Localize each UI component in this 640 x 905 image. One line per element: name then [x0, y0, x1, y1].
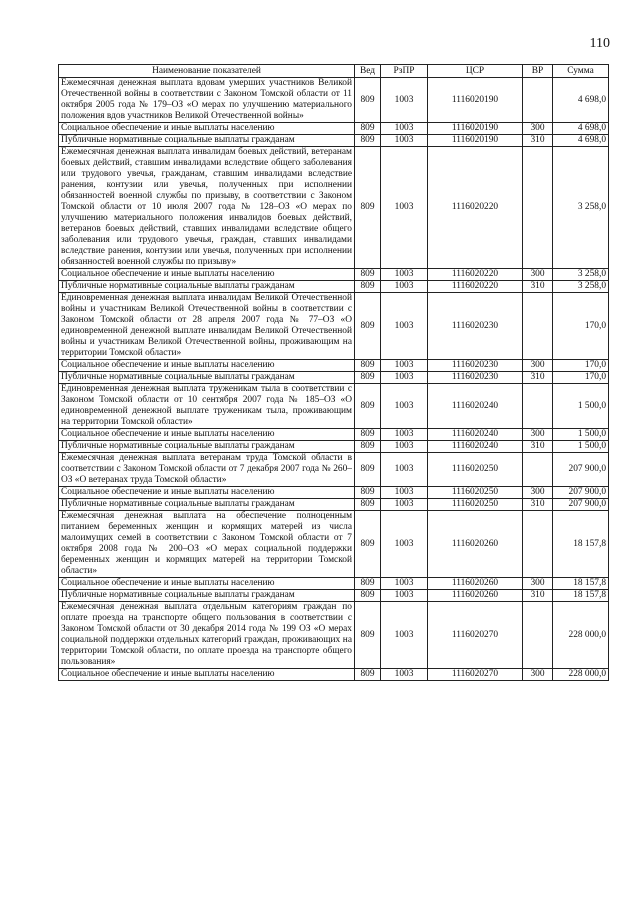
cell-ved: 809: [355, 78, 381, 123]
page-number: 110: [589, 36, 610, 51]
cell-rzpr: 1003: [381, 487, 428, 499]
cell-name: Ежемесячная денежная выплата отдельным категориям граждан по оплате проезда на транспорте общего пользования в соответствии с Законом Томской области от 30 декабря 2014 года № 199 ОЗ «О мерах социальной поддержки отдельных категорий граждан, проживающих на территории Томской области, по оплате проезда на транспорте общего пользования»: [59, 602, 355, 669]
cell-sum: 18 157,8: [553, 590, 609, 602]
cell-sum: 228 000,0: [553, 602, 609, 669]
cell-vr: [523, 147, 553, 269]
cell-ved: 809: [355, 281, 381, 293]
cell-rzpr: 1003: [381, 269, 428, 281]
cell-csr: 1116020260: [428, 590, 523, 602]
cell-csr: 1116020220: [428, 147, 523, 269]
cell-ved: 809: [355, 453, 381, 487]
cell-ved: 809: [355, 293, 381, 360]
cell-rzpr: 1003: [381, 135, 428, 147]
cell-vr: 300: [523, 487, 553, 499]
header-csr: ЦСР: [428, 65, 523, 78]
table-row: [59, 147, 609, 269]
cell-vr: 300: [523, 360, 553, 372]
cell-name: Социальное обеспечение и иные выплаты населению: [59, 360, 355, 372]
cell-ved: 809: [355, 135, 381, 147]
cell-sum: 170,0: [553, 360, 609, 372]
cell-name: Ежемесячная денежная выплата вдовам умерших участников Великой Отечественной войны в соответствии с Законом Томской области от 11 октября 2005 года № 179–ОЗ «О мерах по улучшению материального положения вдов участников Великой Отечественной войны»: [59, 78, 355, 123]
cell-sum: 1 500,0: [553, 384, 609, 429]
table-row: [59, 281, 609, 293]
cell-sum: 1 500,0: [553, 429, 609, 441]
table-header: [59, 65, 609, 78]
cell-vr: 310: [523, 372, 553, 384]
cell-rzpr: 1003: [381, 590, 428, 602]
cell-vr: 300: [523, 578, 553, 590]
cell-csr: 1116020190: [428, 78, 523, 123]
budget-table: [58, 64, 609, 681]
cell-rzpr: 1003: [381, 429, 428, 441]
cell-rzpr: 1003: [381, 602, 428, 669]
cell-name: Социальное обеспечение и иные выплаты населению: [59, 487, 355, 499]
cell-csr: 1116020190: [428, 135, 523, 147]
cell-rzpr: 1003: [381, 669, 428, 681]
cell-name: Ежемесячная денежная выплата инвалидам боевых действий, ветеранам боевых действий, ставшим инвалидами вследствие общего заболевания или трудового увечья, гражданам, ставшим инвалидами вследствие ранения, контузии или увечья, полученных при исполнении обязанностей военной службы по призыву, в соответствии с Законом Томской области от 10 июля 2007 года № 128–ОЗ «О мерах по улучшению материального положения инвалидов боевых действий, ветеранов боевых действий, ставших инвалидами вследствие общего заболевания или трудового увечья, граждан, ставших инвалидами вследствие ранения, контузии или увечья, полученных при исполнении обязанностей военной службы по призыву»: [59, 147, 355, 269]
cell-sum: 1 500,0: [553, 441, 609, 453]
cell-vr: 300: [523, 269, 553, 281]
cell-rzpr: 1003: [381, 499, 428, 511]
cell-csr: 1116020270: [428, 602, 523, 669]
header-name: Наименование показателей: [59, 65, 355, 78]
cell-name: Социальное обеспечение и иные выплаты населению: [59, 669, 355, 681]
cell-rzpr: 1003: [381, 441, 428, 453]
cell-rzpr: 1003: [381, 511, 428, 578]
cell-name: Публичные нормативные социальные выплаты гражданам: [59, 499, 355, 511]
cell-sum: 207 900,0: [553, 499, 609, 511]
cell-rzpr: 1003: [381, 281, 428, 293]
cell-sum: 3 258,0: [553, 269, 609, 281]
cell-rzpr: 1003: [381, 384, 428, 429]
header-sum: Сумма: [553, 65, 609, 78]
cell-csr: 1116020190: [428, 123, 523, 135]
cell-vr: 310: [523, 499, 553, 511]
cell-rzpr: 1003: [381, 453, 428, 487]
cell-name: Социальное обеспечение и иные выплаты населению: [59, 429, 355, 441]
cell-ved: 809: [355, 578, 381, 590]
cell-vr: [523, 78, 553, 123]
cell-ved: 809: [355, 511, 381, 578]
cell-csr: 1116020250: [428, 453, 523, 487]
table-row: [59, 293, 609, 360]
cell-sum: 207 900,0: [553, 453, 609, 487]
cell-csr: 1116020230: [428, 360, 523, 372]
table-row: [59, 429, 609, 441]
cell-sum: 4 698,0: [553, 135, 609, 147]
cell-sum: 18 157,8: [553, 578, 609, 590]
cell-ved: 809: [355, 147, 381, 269]
cell-ved: 809: [355, 602, 381, 669]
cell-vr: [523, 511, 553, 578]
cell-name: Публичные нормативные социальные выплаты гражданам: [59, 281, 355, 293]
cell-sum: 4 698,0: [553, 78, 609, 123]
cell-name: Социальное обеспечение и иные выплаты населению: [59, 123, 355, 135]
cell-ved: 809: [355, 429, 381, 441]
header-ved: Вед: [355, 65, 381, 78]
cell-rzpr: 1003: [381, 147, 428, 269]
cell-name: Социальное обеспечение и иные выплаты населению: [59, 269, 355, 281]
cell-csr: 1116020240: [428, 429, 523, 441]
cell-rzpr: 1003: [381, 372, 428, 384]
header-rzpr: РзПР: [381, 65, 428, 78]
table-row: [59, 511, 609, 578]
cell-name: Ежемесячная денежная выплата ветеранам труда Томской области в соответствии с Законом Томской области от 7 декабря 2007 года № 260–ОЗ «О ветеранах труда Томской области»: [59, 453, 355, 487]
cell-rzpr: 1003: [381, 123, 428, 135]
table-row: [59, 499, 609, 511]
cell-rzpr: 1003: [381, 293, 428, 360]
cell-csr: 1116020240: [428, 441, 523, 453]
table-row: [59, 441, 609, 453]
cell-ved: 809: [355, 669, 381, 681]
table-body: [59, 78, 609, 681]
cell-name: Единовременная денежная выплата инвалидам Великой Отечественной войны и участникам Великой Отечественной войны в соответствии с Законом Томской области от 28 апреля 2007 года № 77–ОЗ «О единовременной денежной выплате инвалидам Великой Отечественной войны и участникам Великой Отечественной войны, проживающим на территории Томской области»: [59, 293, 355, 360]
cell-name: Социальное обеспечение и иные выплаты населению: [59, 578, 355, 590]
cell-vr: 300: [523, 123, 553, 135]
table-row: [59, 578, 609, 590]
cell-csr: 1116020270: [428, 669, 523, 681]
cell-name: Публичные нормативные социальные выплаты гражданам: [59, 590, 355, 602]
cell-ved: 809: [355, 123, 381, 135]
table-row: [59, 384, 609, 429]
cell-vr: 310: [523, 441, 553, 453]
table-row: [59, 78, 609, 123]
header-vr: ВР: [523, 65, 553, 78]
cell-name: Публичные нормативные социальные выплаты гражданам: [59, 441, 355, 453]
cell-ved: 809: [355, 269, 381, 281]
cell-csr: 1116020260: [428, 511, 523, 578]
table-row: [59, 372, 609, 384]
cell-rzpr: 1003: [381, 578, 428, 590]
cell-sum: 4 698,0: [553, 123, 609, 135]
cell-vr: 300: [523, 669, 553, 681]
cell-vr: [523, 453, 553, 487]
cell-ved: 809: [355, 384, 381, 429]
cell-ved: 809: [355, 487, 381, 499]
cell-csr: 1116020220: [428, 281, 523, 293]
cell-csr: 1116020250: [428, 499, 523, 511]
cell-csr: 1116020250: [428, 487, 523, 499]
table-row: [59, 602, 609, 669]
cell-ved: 809: [355, 499, 381, 511]
cell-vr: 300: [523, 429, 553, 441]
cell-ved: 809: [355, 590, 381, 602]
cell-ved: 809: [355, 441, 381, 453]
header-row: [59, 65, 609, 78]
table-row: [59, 360, 609, 372]
cell-ved: 809: [355, 360, 381, 372]
cell-vr: [523, 602, 553, 669]
table-row: [59, 269, 609, 281]
table-row: [59, 453, 609, 487]
cell-rzpr: 1003: [381, 78, 428, 123]
table-row: [59, 135, 609, 147]
cell-sum: 228 000,0: [553, 669, 609, 681]
cell-vr: [523, 384, 553, 429]
cell-sum: 3 258,0: [553, 281, 609, 293]
cell-rzpr: 1003: [381, 360, 428, 372]
cell-csr: 1116020240: [428, 384, 523, 429]
table-row: [59, 590, 609, 602]
cell-vr: 310: [523, 590, 553, 602]
cell-ved: 809: [355, 372, 381, 384]
cell-vr: 310: [523, 135, 553, 147]
cell-vr: [523, 293, 553, 360]
cell-name: Ежемесячная денежная выплата на обеспечение полноценным питанием беременных женщин и кормящих матерей из числа малоимущих семей в соответствии с Законом Томской области от 7 октября 2008 года № 200–ОЗ «О мерах социальной поддержки беременных женщин и кормящих матерей на территории Томской области»: [59, 511, 355, 578]
cell-vr: 310: [523, 281, 553, 293]
table-row: [59, 123, 609, 135]
cell-sum: 170,0: [553, 372, 609, 384]
cell-csr: 1116020220: [428, 269, 523, 281]
cell-csr: 1116020230: [428, 293, 523, 360]
cell-name: Публичные нормативные социальные выплаты гражданам: [59, 135, 355, 147]
cell-sum: 170,0: [553, 293, 609, 360]
cell-name: Единовременная денежная выплата труженикам тыла в соответствии с Законом Томской области от 10 сентября 2007 года № 185–ОЗ «О единовременной денежной выплате труженикам тыла, проживающим на территории Томской области»: [59, 384, 355, 429]
cell-sum: 3 258,0: [553, 147, 609, 269]
cell-sum: 18 157,8: [553, 511, 609, 578]
cell-name: Публичные нормативные социальные выплаты гражданам: [59, 372, 355, 384]
cell-csr: 1116020260: [428, 578, 523, 590]
cell-sum: 207 900,0: [553, 487, 609, 499]
cell-csr: 1116020230: [428, 372, 523, 384]
table-row: [59, 487, 609, 499]
table-row: [59, 669, 609, 681]
